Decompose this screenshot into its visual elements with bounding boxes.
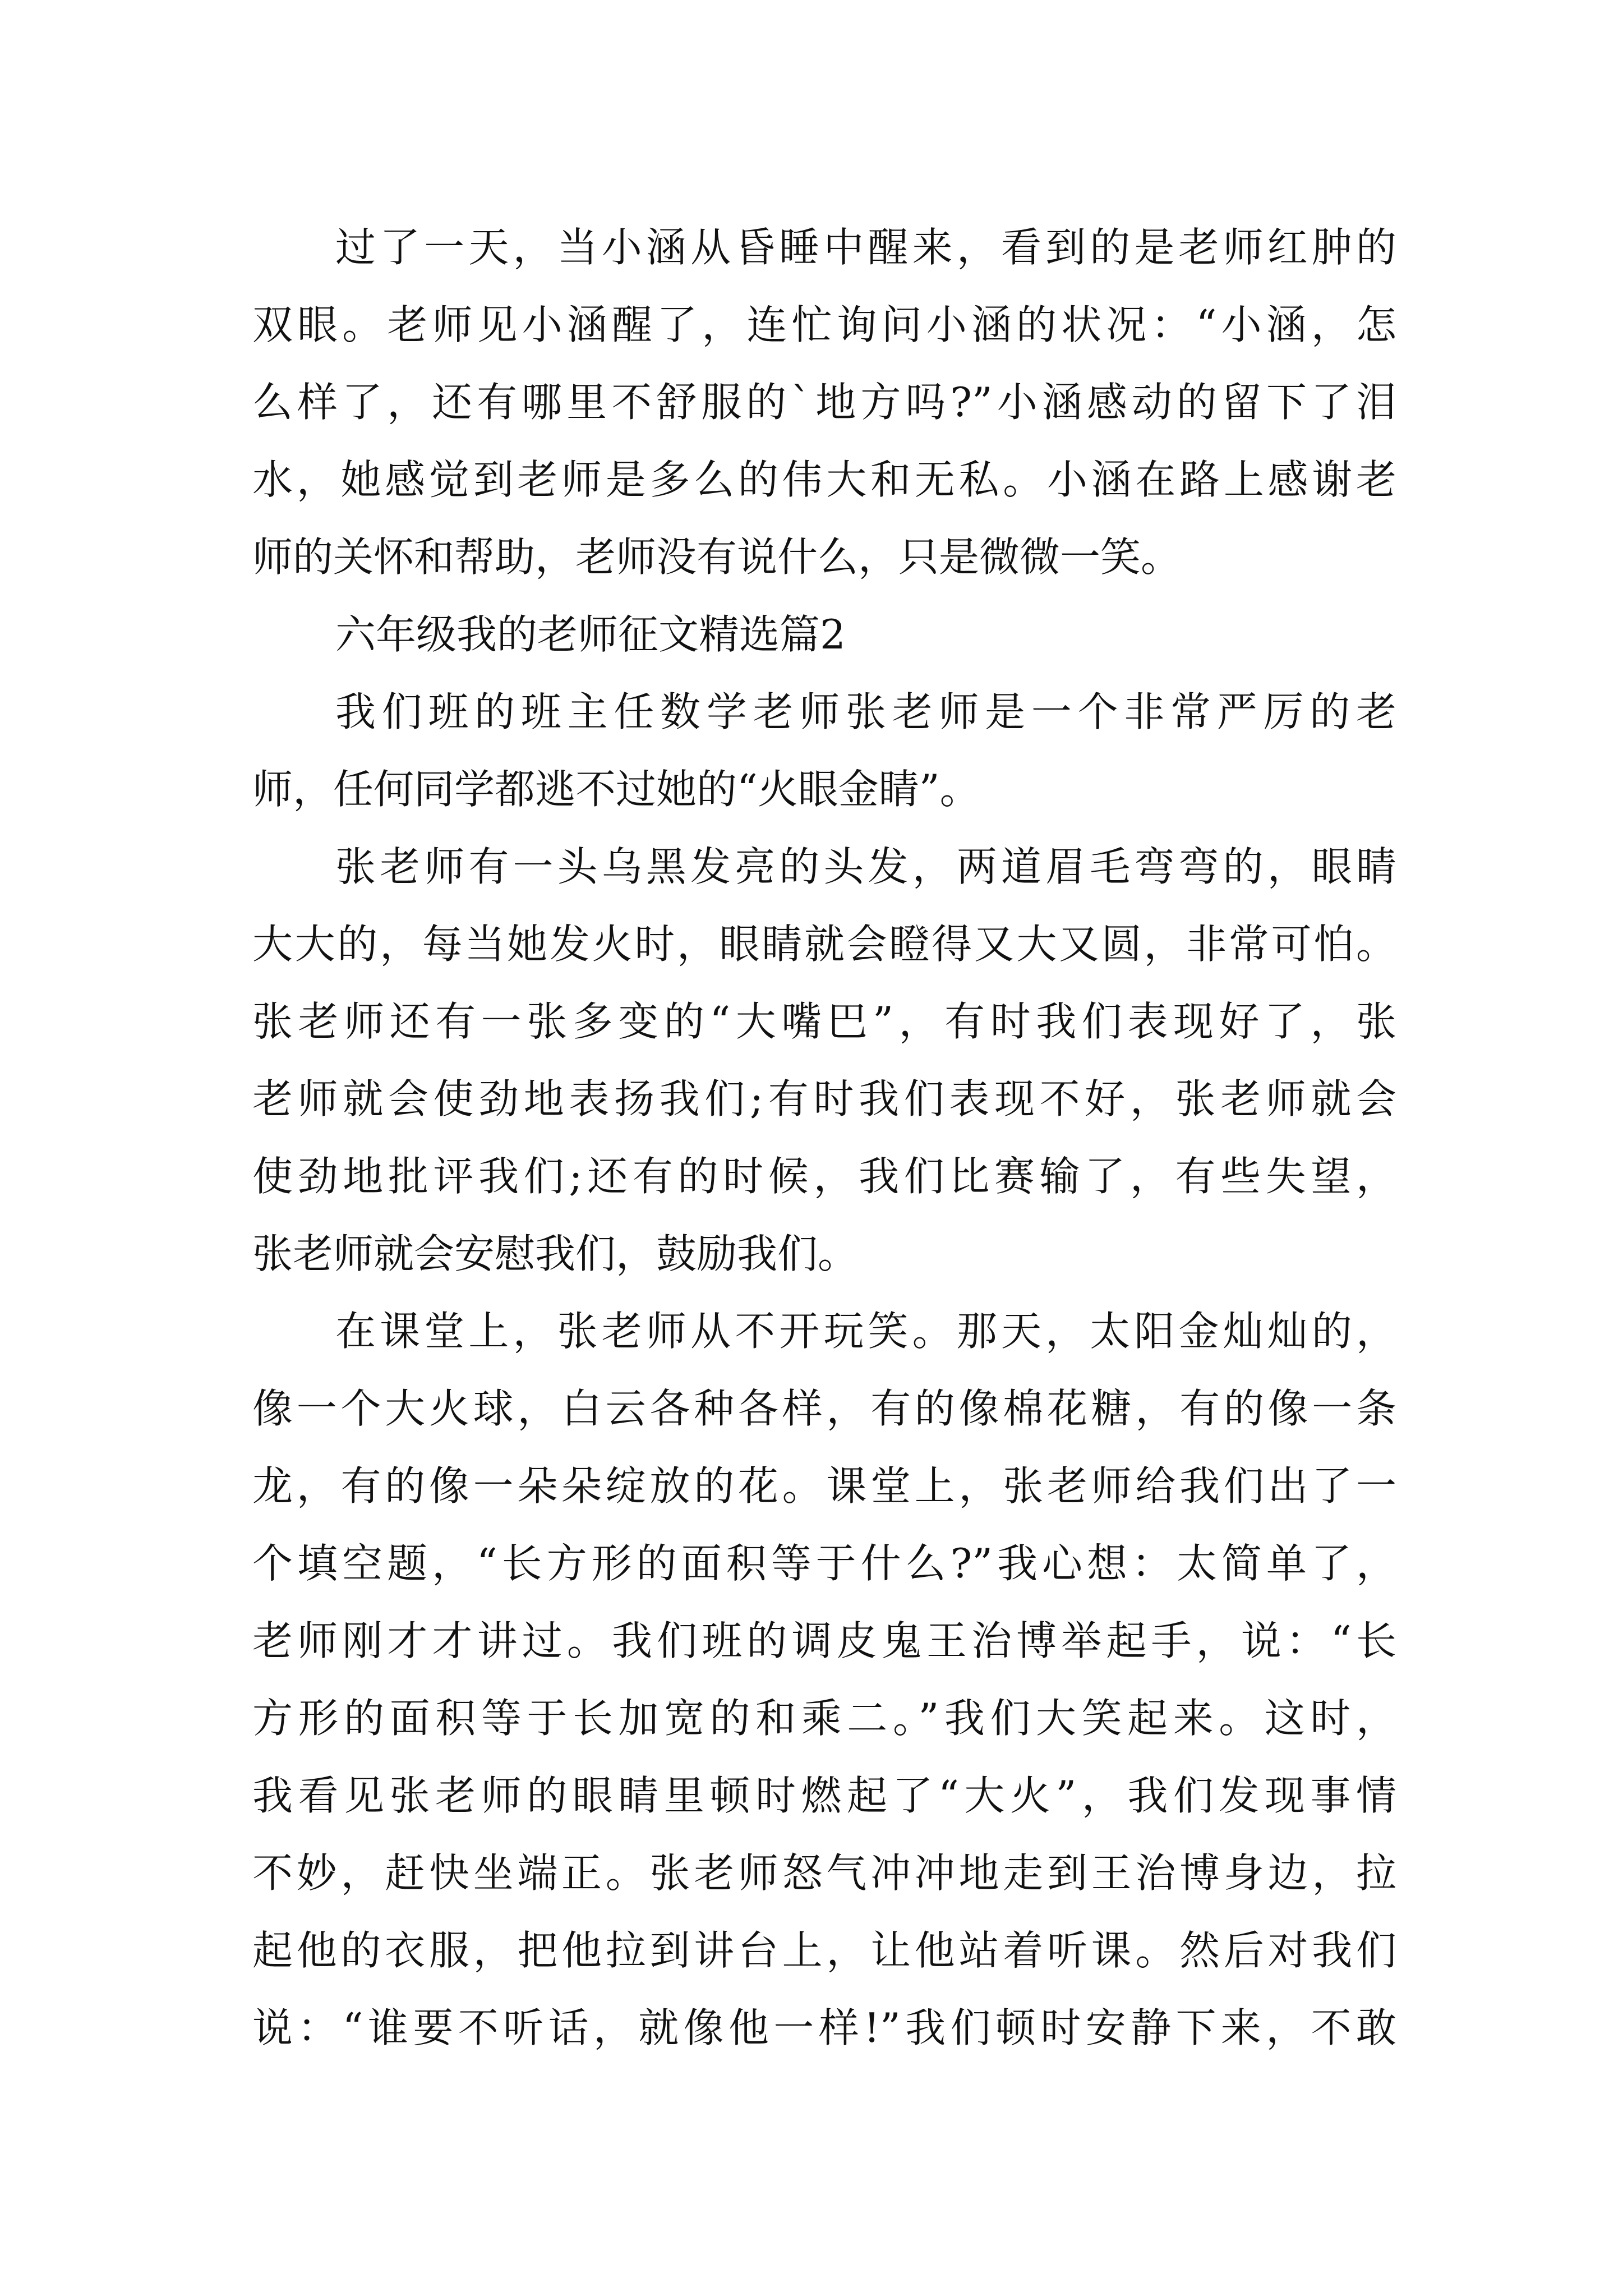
paragraph-line: 我看见张老师的眼睛里顿时燃起了“大火”，我们发现事情 [252,1772,1396,1819]
paragraph-line: 过了一天，当小涵从昏睡中醒来，看到的是老师红肿的 [335,224,1396,271]
paragraph-line: 师的关怀和帮助，老师没有说什么，只是微微一笑。 [252,533,1182,581]
paragraph-line: 老师就会使劲地表扬我们;有时我们表现不好，张老师就会 [252,1075,1396,1122]
paragraph-line: 方形的面积等于长加宽的和乘二。”我们大笑起来。这时， [252,1695,1396,1742]
paragraph-line: 水，她感觉到老师是多么的伟大和无私。小涵在路上感谢老 [252,456,1396,503]
paragraph-line: 张老师有一头乌黑发亮的头发，两道眉毛弯弯的，眼睛 [335,843,1396,890]
paragraph-line: 个填空题，“长方形的面积等于什么?”我心想：太简单了， [252,1540,1396,1587]
paragraph-line: 么样了，还有哪里不舒服的`地方吗?”小涵感动的留下了泪 [252,379,1396,426]
paragraph-line: 双眼。老师见小涵醒了，连忙询问小涵的状况：“小涵，怎 [252,301,1396,348]
paragraph-line: 我们班的班主任数学老师张老师是一个非常严厉的老 [335,688,1396,735]
paragraph-line: 说：“谁要不听话，就像他一样!”我们顿时安静下来，不敢 [252,2004,1396,2051]
paragraph-line: 不妙，赶快坐端正。张老师怒气冲冲地走到王治博身边，拉 [252,1849,1396,1897]
paragraph-line: 大大的，每当她发火时，眼睛就会瞪得又大又圆，非常可怕。 [252,921,1396,968]
paragraph-line: 老师刚才才讲过。我们班的调皮鬼王治博举起手，说：“长 [252,1617,1396,1664]
paragraph-line: 张老师还有一张多变的“大嘴巴”，有时我们表现好了，张 [252,998,1396,1045]
paragraph-line: 使劲地批评我们;还有的时候，我们比赛输了，有些失望， [252,1153,1396,1200]
paragraph-line: 起他的衣服，把他拉到讲台上，让他站着听课。然后对我们 [252,1927,1396,1974]
paragraph-line: 在课堂上，张老师从不开玩笑。那天，太阳金灿灿的， [335,1308,1396,1355]
paragraph-line: 张老师就会安慰我们，鼓励我们。 [252,1230,859,1277]
section-heading: 六年级我的老师征文精选篇2 [335,611,846,658]
paragraph-line: 龙，有的像一朵朵绽放的花。课堂上，张老师给我们出了一 [252,1462,1396,1510]
body-text [252,209,1396,2067]
paragraph-line: 像一个大火球，白云各种各样，有的像棉花糖，有的像一条 [252,1385,1396,1432]
paragraph-line: 师，任何同学都逃不过她的“火眼金睛”。 [252,766,980,813]
